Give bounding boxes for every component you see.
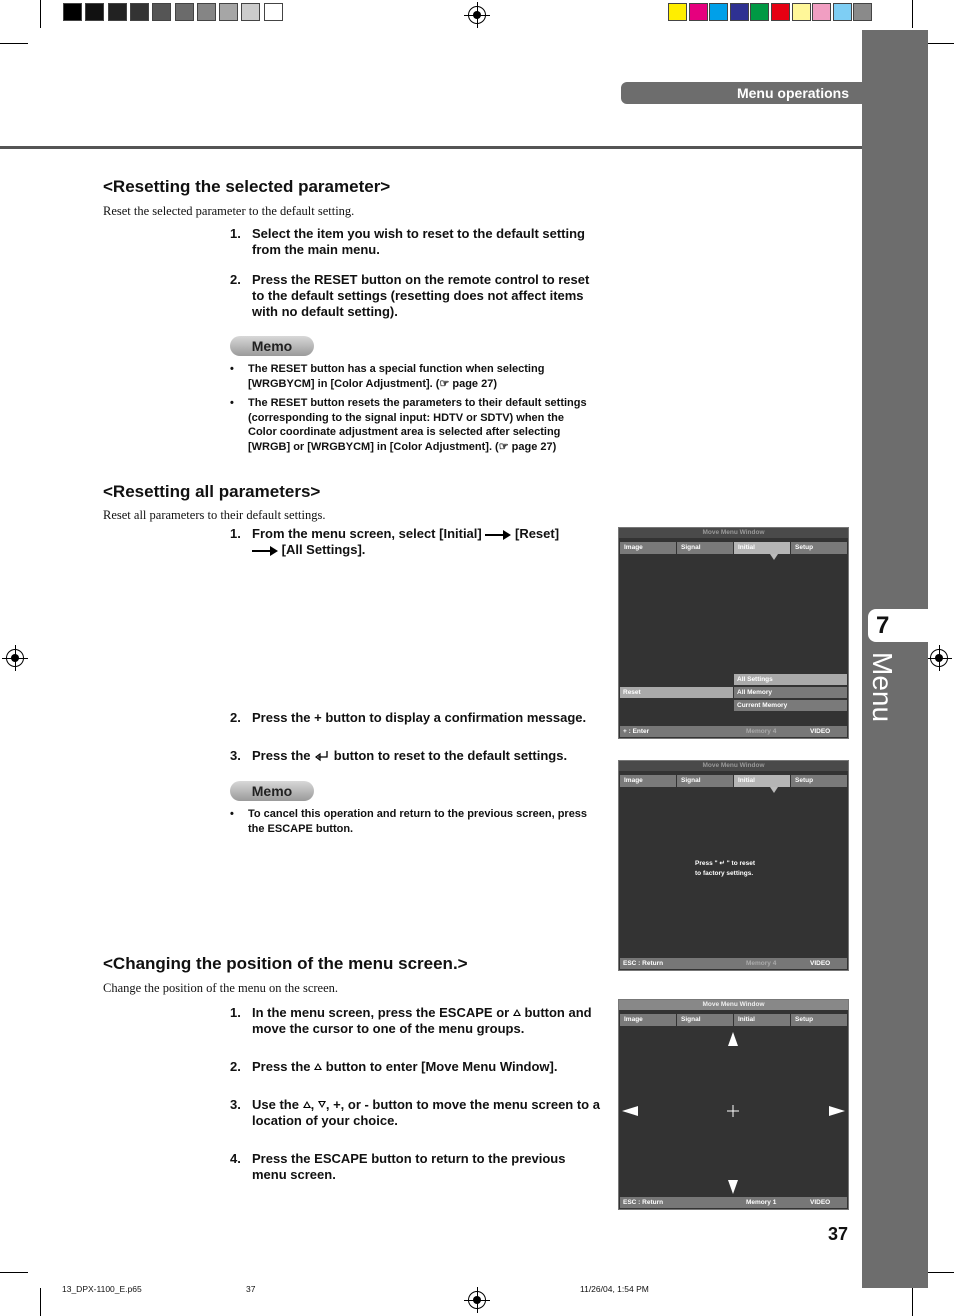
step-text: From the menu screen, select [Initial] <box>252 526 482 541</box>
osd-footer-memory: Memory 4 <box>746 728 777 735</box>
osd-tab-signal: Signal <box>677 1014 733 1026</box>
step-number: 2. <box>230 1059 241 1074</box>
step <box>230 226 600 258</box>
osd-title: Move Menu Window <box>619 761 848 771</box>
osd-footer-input: VIDEO <box>810 960 831 967</box>
step-text: button to reset to the default settings. <box>333 748 568 763</box>
move-arrows <box>619 1000 848 1209</box>
step-text: Press the ESCAPE button to return to the previous menu screen. <box>252 1151 566 1182</box>
osd-menu-item: Reset <box>620 687 733 698</box>
memo-bullet: • To cancel this operation and return to the previous screen, press the ESCAPE button. <box>230 807 590 836</box>
gray-swatch <box>241 3 260 21</box>
osd-tab-setup: Setup <box>791 775 847 787</box>
gray-swatch <box>219 3 238 21</box>
arrow-right-icon <box>485 530 511 540</box>
section-header: Menu operations <box>736 85 849 101</box>
gray-swatch <box>264 3 283 21</box>
crop-mark <box>926 1272 954 1273</box>
section-title: <Resetting the selected parameter> <box>103 177 391 196</box>
registration-mark-icon <box>468 1291 486 1309</box>
color-swatch <box>853 3 872 21</box>
step <box>230 1005 600 1037</box>
section-intro: Reset the selected parameter to the default setting. <box>103 204 355 218</box>
osd-tab-signal: Signal <box>677 775 733 787</box>
gray-swatch <box>152 3 171 21</box>
step <box>230 1097 600 1129</box>
step-number: 3. <box>230 748 241 763</box>
step-text: Press the + button to display a confirmation message. <box>252 710 587 725</box>
color-swatch <box>750 3 769 21</box>
osd-submenu-item: All Memory <box>734 687 847 698</box>
osd-message-line: Press " ↵ " to reset <box>695 860 756 867</box>
step-text: In the menu screen, press the ESCAPE or <box>252 1005 510 1020</box>
osd-title: Move Menu Window <box>619 528 848 538</box>
section-title: <Resetting all parameters> <box>103 482 321 501</box>
step-text: Press the <box>252 1059 311 1074</box>
color-swatch <box>771 3 790 21</box>
crop-mark <box>40 1288 41 1316</box>
osd-submenu-item: Current Memory <box>734 700 847 711</box>
step <box>230 1059 600 1075</box>
step-number: 3. <box>230 1097 241 1112</box>
step-number: 2. <box>230 710 241 725</box>
osd-tab-signal: Signal <box>677 542 733 554</box>
osd-tab-image: Image <box>620 775 676 787</box>
osd-tab-setup: Setup <box>791 1014 847 1026</box>
osd-screen-reset <box>618 527 849 739</box>
osd-pointer-icon <box>770 787 778 793</box>
osd-footer-input: VIDEO <box>810 728 831 735</box>
step-text: Press the RESET button on the remote control to reset to the default settings (resetting does not affect items with no default setting). <box>252 272 590 319</box>
section-title: <Changing the position of the menu screen.> <box>103 954 468 973</box>
step-number: 4. <box>230 1151 241 1166</box>
step <box>230 748 600 764</box>
gray-swatch <box>197 3 216 21</box>
osd-screen-confirm <box>618 760 849 971</box>
osd-submenu-item: All Settings <box>734 674 847 685</box>
osd-footer <box>620 1197 847 1208</box>
crop-mark <box>926 43 954 44</box>
arrow-up-icon <box>728 1032 738 1046</box>
print-page: 37 <box>246 1284 256 1294</box>
registration-mark-icon <box>468 6 486 24</box>
memo-bullet: • The RESET button resets the parameters to their default settings (corresponding to the signal input: HDTV or SDTV) when the Color coordinate adjustment area is selected after selecting [WRGB] or [WRGBYCM] in [Color Adjustment]. (☞ page 27) <box>230 396 590 454</box>
step-number: 1. <box>230 226 241 241</box>
step <box>230 710 600 726</box>
color-swatch <box>689 3 708 21</box>
color-swatch <box>668 3 687 21</box>
osd-footer-left: ESC : Return <box>623 1199 664 1206</box>
osd-footer-left: ESC : Return <box>623 960 664 967</box>
arrow-right-icon <box>252 546 278 556</box>
osd-tab-initial: Initial <box>734 775 790 787</box>
osd-pointer-icon <box>770 554 778 560</box>
memo-badge: Memo <box>230 336 314 356</box>
crop-mark <box>912 0 913 28</box>
step <box>230 272 600 320</box>
section-intro: Reset all parameters to their default settings. <box>103 508 326 522</box>
osd-tab-initial: Initial <box>734 1014 790 1026</box>
memo-badge: Memo <box>230 781 314 801</box>
memo-bullet-text: The RESET button resets the parameters to their default settings (corresponding to the signal input: HDTV or SDTV) when the Color coordinate adjustment area is selected after selecting [WRGB] or [WRGBYCM] in [Color Adjustment]. (☞ page 27) <box>248 397 587 453</box>
step-text: [All Settings]. <box>281 542 366 557</box>
step-number: 1. <box>230 1005 241 1020</box>
crop-mark <box>912 1288 913 1316</box>
step-text: [Reset] <box>514 526 560 541</box>
osd-footer <box>620 958 847 969</box>
arrow-right-icon <box>829 1106 845 1116</box>
print-date: 11/26/04, 1:54 PM <box>580 1284 649 1294</box>
step-text: Select the item you wish to reset to the default setting from the main menu. <box>252 226 585 257</box>
osd-tab-initial: Initial <box>734 542 790 554</box>
osd-footer-memory: Memory 4 <box>746 960 777 967</box>
crop-mark <box>0 43 28 44</box>
registration-mark-icon <box>6 649 24 667</box>
step-text: , +, or - button to move the menu screen to a location of your choice. <box>252 1097 600 1128</box>
step-text: Press the <box>252 748 311 763</box>
section-intro: Change the position of the menu on the screen. <box>103 981 339 995</box>
osd-title: Move Menu Window <box>619 1000 848 1010</box>
step-number: 2. <box>230 272 241 287</box>
step-text: , <box>310 1097 315 1112</box>
osd-footer-input: VIDEO <box>810 1199 831 1206</box>
enter-key-icon <box>314 750 330 762</box>
color-swatch <box>792 3 811 21</box>
color-swatch <box>812 3 831 21</box>
osd-screen-move <box>618 999 849 1210</box>
arrow-down-icon <box>728 1180 738 1194</box>
step-number: 1. <box>230 526 241 541</box>
step-text: button to enter [Move Menu Window]. <box>325 1059 558 1074</box>
osd-message-line: to factory settings. <box>695 870 754 877</box>
step <box>230 1151 600 1183</box>
gray-swatch <box>175 3 194 21</box>
header-rule <box>0 146 862 149</box>
color-swatch <box>730 3 749 21</box>
chapter-name: Menu <box>867 652 898 723</box>
gray-swatch <box>63 3 82 21</box>
crop-mark <box>40 0 41 28</box>
osd-tab-setup: Setup <box>791 542 847 554</box>
triangle-up-icon <box>513 1009 521 1016</box>
print-file-name: 13_DPX-1100_E.p65 <box>62 1284 142 1294</box>
osd-tab-image: Image <box>620 542 676 554</box>
arrow-left-icon <box>622 1106 638 1116</box>
osd-message <box>695 859 755 879</box>
osd-footer-memory: Memory 1 <box>746 1199 777 1206</box>
triangle-up-icon <box>303 1101 311 1108</box>
gray-swatch <box>108 3 127 21</box>
osd-footer <box>620 726 847 737</box>
memo-bullet-text: To cancel this operation and return to the previous screen, press the ESCAPE button. <box>248 808 588 835</box>
triangle-down-icon <box>318 1101 326 1108</box>
step-text: Use the <box>252 1097 299 1112</box>
crop-mark <box>0 1272 28 1273</box>
triangle-up-icon <box>314 1063 322 1070</box>
gray-swatch <box>130 3 149 21</box>
color-swatch <box>833 3 852 21</box>
step-text: button and move the cursor to one of the menu groups. <box>252 1005 592 1036</box>
memo-bullet: • The RESET button has a special function when selecting [WRGBYCM] in [Color Adjustment]. (☞ page 27) <box>230 362 590 391</box>
color-swatch <box>709 3 728 21</box>
osd-tab-image: Image <box>620 1014 676 1026</box>
osd-footer-left: + : Enter <box>623 728 650 735</box>
memo-bullet-text: The RESET button has a special function when selecting [WRGBYCM] in [Color Adjustment]. (☞ page 27) <box>248 363 545 390</box>
gray-swatch <box>85 3 104 21</box>
step <box>230 526 600 558</box>
chapter-number: 7 <box>876 612 890 639</box>
page-number: 37 <box>828 1224 849 1244</box>
registration-mark-icon <box>930 649 948 667</box>
